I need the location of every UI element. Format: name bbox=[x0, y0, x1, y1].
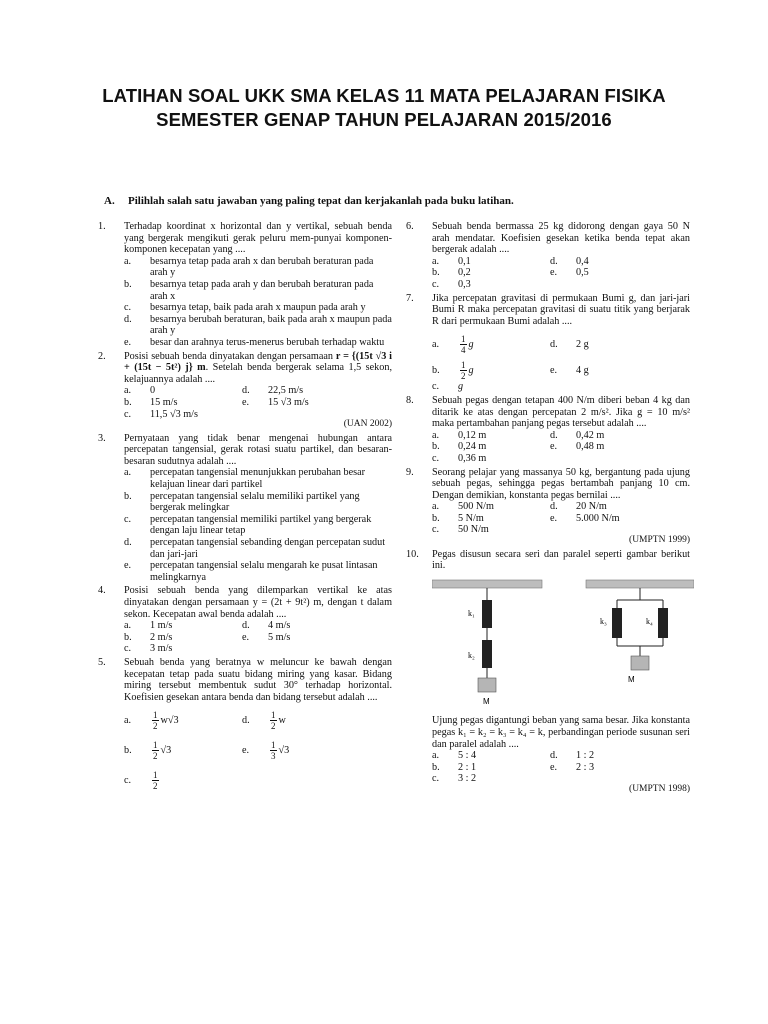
right-column bbox=[406, 221, 690, 798]
option-d: d. 0,4 bbox=[550, 255, 589, 267]
option-d: d. 22,5 m/s bbox=[242, 385, 304, 397]
options-grid bbox=[432, 256, 690, 291]
question-6 bbox=[406, 221, 690, 291]
option-e: e. 4 g bbox=[550, 364, 589, 377]
option-a: a. 500 N/m bbox=[432, 501, 494, 513]
option-c: c. $\frac{1}{2}$ bbox=[124, 769, 158, 791]
left-column bbox=[98, 221, 392, 793]
option-d: d. 0,42 m bbox=[550, 429, 605, 441]
option-a: a. $\frac{1}{2}$ w√3 bbox=[124, 709, 179, 731]
question-number: 7. bbox=[406, 292, 414, 304]
options-grid bbox=[432, 750, 690, 785]
question-text: Pernyataan yang tidak benar mengenai hubungan antara percepatan tangensial, gerak rotasi suatu partikel, dan besaran-besaran sudutnya adalah .... bbox=[124, 432, 392, 467]
option-d: d. 4 m/s bbox=[242, 620, 291, 632]
question-text: Jika percepatan gravitasi di permukaan Bumi g, dan jari-jari Bumi R maka percepatan gravitasi di suatu titik yang berjarak R dari permukaan Bumi adalah .... bbox=[432, 292, 690, 327]
label-k3: k₃ bbox=[600, 616, 607, 626]
question-text: Sebuah pegas dengan tetapan 400 N/m diberi beban 4 kg dan ditarik ke atas dengan percepatan 2 m/s². Jika g = 10 m/s² maka pertambahan panjang pegas tersebut adalah .... bbox=[432, 394, 690, 430]
mass-right bbox=[631, 656, 649, 670]
question-10 bbox=[406, 549, 690, 796]
spring-k3 bbox=[612, 608, 622, 638]
label-k1: k₁ bbox=[468, 608, 475, 618]
label-m-right: M bbox=[628, 674, 635, 684]
question-text-2: Ujung pegas digantungi beban yang sama besar. Jika konstanta pegas k₁ = k₂ = k₃ = k₄ = k, perbandingan periode susunan seri dan paralel adalah .... bbox=[432, 715, 690, 750]
section-instruction bbox=[104, 195, 514, 207]
option-c: c. 0,36 m bbox=[432, 452, 487, 464]
question-number: 9. bbox=[406, 466, 414, 478]
ceiling-right bbox=[586, 580, 694, 588]
source-note: (UMPTN 1998) bbox=[629, 784, 690, 794]
question-text: Posisi sebuah benda yang dilemparkan vertikal ke atas dinyatakan dengan persamaan y = (2t + 9t²) m, dengan t dalam sekon. Kecepatan awal benda adalah .... bbox=[124, 585, 392, 620]
option-a: a. 5 : 4 bbox=[432, 750, 477, 762]
options-grid bbox=[432, 333, 690, 381]
option-e: e. 2 : 3 bbox=[550, 761, 595, 773]
option-c: c. 11,5 √3 m/s bbox=[124, 408, 198, 420]
equation: r = {(15t √3 i + (15t − 5t²) j} m bbox=[124, 350, 392, 374]
spring-k2 bbox=[482, 640, 492, 668]
question-text: Seorang pelajar yang massanya 50 kg, bergantung pada ujung sebuah pegas, sehingga pegas bertambah panjang 10 cm. Dengan demikian, konstanta pegas bernilai .... bbox=[432, 466, 690, 501]
source-note: (UMPTN 1999) bbox=[629, 535, 690, 546]
label-k4: k₄ bbox=[646, 616, 653, 626]
question-5 bbox=[98, 657, 392, 791]
question-text: Sebuah benda yang beratnya w meluncur ke bawah dengan kecepatan tetap pada suatu bidang miring yang kasar. Bidang miring tersebut membentuk sudut 30° terhadap horizontal. Koefisien gesekan antara benda dan bidang tersebut adalah .... bbox=[124, 656, 392, 703]
spring-k1 bbox=[482, 600, 492, 628]
option-c: c. percepatan tangensial memiliki partikel yang bergerak dengan laju linear tetap bbox=[124, 513, 372, 537]
title-line-2: SEMESTER GENAP TAHUN PELAJARAN 2015/2016 bbox=[156, 109, 612, 130]
title-line-1: LATIHAN SOAL UKK SMA KELAS 11 MATA PELAJARAN FISIKA bbox=[102, 85, 666, 106]
option-a: a. percepatan tangensial menunjukkan perubahan besar kelajuan linear dari partikel bbox=[124, 467, 365, 491]
options-grid bbox=[124, 709, 392, 791]
question-7 bbox=[406, 293, 690, 393]
option-e: e. 0,5 bbox=[550, 267, 589, 279]
question-text: Posisi sebuah benda dinyatakan dengan persamaan r = {(15t √3 i + (15t − 5t²) j} m. Setelah benda bergerak selama 1,5 sekon, kelajuannya adalah .... bbox=[124, 350, 392, 385]
question-4 bbox=[98, 585, 392, 655]
spring-diagram bbox=[432, 578, 694, 708]
option-b: b. $\frac{1}{2}$ g bbox=[432, 359, 474, 381]
option-d: d. besarnya berubah beraturan, baik pada arah x maupun pada arah y bbox=[124, 313, 392, 337]
spring-k4 bbox=[658, 608, 668, 638]
option-a: a. besarnya tetap pada arah x dan berubah beraturan pada arah y bbox=[124, 255, 374, 279]
question-number: 2. bbox=[98, 350, 106, 362]
option-d: d. 2 g bbox=[550, 338, 589, 351]
option-b: b. $\frac{1}{2}$ √3 bbox=[124, 739, 172, 761]
options-grid bbox=[124, 620, 392, 655]
option-e: e. 15 √3 m/s bbox=[242, 396, 309, 408]
option-d: d. 1 : 2 bbox=[550, 750, 595, 762]
option-e: e. besar dan arahnya terus-menerus berubah terhadap waktu bbox=[124, 336, 385, 348]
option-a: a. 0 bbox=[124, 385, 156, 397]
option-c: c. 0,3 bbox=[432, 278, 471, 290]
option-c: c. 3 : 2 bbox=[432, 773, 477, 785]
option-b: b. 5 N/m bbox=[432, 512, 484, 524]
question-3 bbox=[98, 433, 392, 584]
option-b: b. besarnya tetap pada arah y dan berubah beraturan pada arah x bbox=[124, 278, 374, 302]
option-b: b. 15 m/s bbox=[124, 396, 178, 408]
question-2 bbox=[98, 351, 392, 431]
question-number: 10. bbox=[406, 548, 419, 560]
option-c: c. 50 N/m bbox=[432, 524, 489, 536]
option-a: a. 1 m/s bbox=[124, 620, 173, 632]
page-title bbox=[0, 84, 768, 132]
mass-left bbox=[478, 678, 496, 692]
label-m-left: M bbox=[483, 696, 490, 706]
question-text: Pegas disusun secara seri dan paralel seperti gambar berikut ini. bbox=[432, 548, 690, 572]
option-d: d. $\frac{1}{2}$ w bbox=[242, 709, 286, 731]
option-e: e. 0,48 m bbox=[550, 441, 605, 453]
question-text: Terhadap koordinat x horizontal dan y vertikal, sebuah benda yang bergerak mengikuti gerak peluru mem-punyai komponen-komponen kecepatan yang .... bbox=[124, 221, 392, 256]
option-d: d. 20 N/m bbox=[550, 501, 607, 513]
option-b: b. 2 : 1 bbox=[432, 761, 477, 773]
question-number: 4. bbox=[98, 585, 106, 597]
instruction-text: Pilihlah salah satu jawaban yang paling tepat dan kerjakanlah pada buku latihan. bbox=[128, 195, 514, 207]
ceiling-left bbox=[432, 580, 542, 588]
question-text: Sebuah benda bermassa 25 kg didorong dengan gaya 50 N arah mendatar. Koefisien gesekan ketika benda tepat akan bergerak adalah .... bbox=[432, 221, 690, 256]
question-number: 8. bbox=[406, 394, 414, 406]
options-grid bbox=[432, 430, 690, 465]
option-b: b. percepatan tangensial selalu memiliki partikel yang bergerak melingkar bbox=[124, 490, 360, 514]
option-e: e. 5.000 N/m bbox=[550, 512, 620, 524]
option-a: a. 0,1 bbox=[432, 255, 471, 267]
question-number: 3. bbox=[98, 432, 106, 444]
question-8 bbox=[406, 395, 690, 465]
spring-figure bbox=[432, 578, 690, 712]
label-k2: k₂ bbox=[468, 650, 475, 660]
source-note: (UAN 2002) bbox=[343, 419, 392, 430]
option-c: c. 3 m/s bbox=[124, 643, 173, 655]
option-a: a. 0,12 m bbox=[432, 429, 487, 441]
question-number: 6. bbox=[406, 221, 414, 232]
option-b: b. 0,24 m bbox=[432, 441, 487, 453]
question-1 bbox=[98, 221, 392, 349]
option-b: b. 2 m/s bbox=[124, 631, 173, 643]
option-c: c. besarnya tetap, baik pada arah x maupun pada arah y bbox=[124, 302, 366, 314]
option-d: d. percepatan tangensial sebanding dengan percepatan sudut dan jari-jari bbox=[124, 537, 386, 560]
section-label: A. bbox=[104, 195, 115, 207]
question-number: 5. bbox=[98, 656, 106, 668]
question-number: 1. bbox=[98, 221, 106, 232]
option-b: b. 0,2 bbox=[432, 267, 471, 279]
options-grid bbox=[432, 501, 690, 536]
option-e: e. $\frac{1}{3}$ √3 bbox=[242, 739, 290, 761]
option-e: e. percepatan tangensial selalu mengarah ke pusat lintasan melingkarnya bbox=[124, 560, 378, 583]
question-9 bbox=[406, 467, 690, 547]
option-a: a. $\frac{1}{4}$ g bbox=[432, 333, 474, 355]
option-c: c. g bbox=[432, 381, 464, 393]
options-grid bbox=[124, 385, 392, 420]
option-e: e. 5 m/s bbox=[242, 631, 291, 643]
